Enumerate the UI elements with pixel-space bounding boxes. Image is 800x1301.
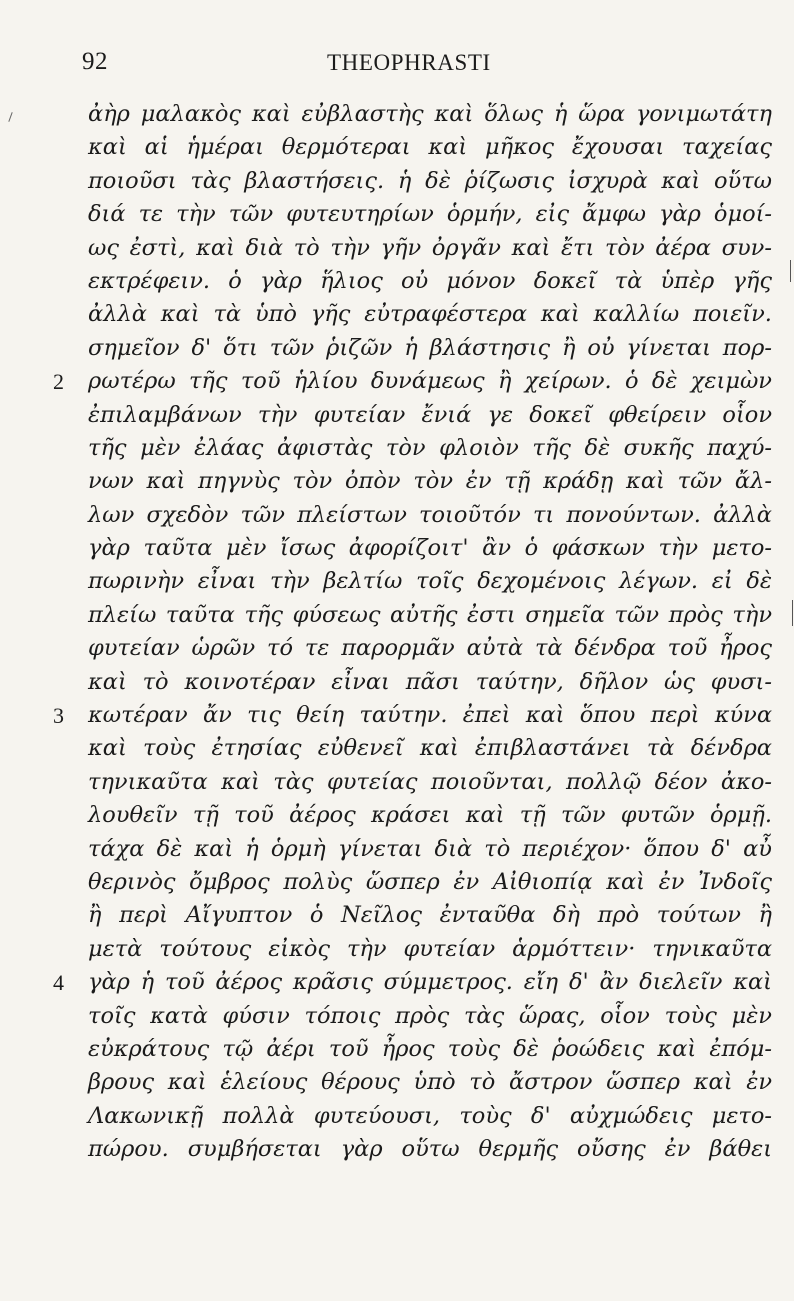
line-text: γὰρ ἡ τοῦ ἀέρος κρᾶσις σύμμετρος. εἴη δ' ἂν διελεῖν καὶ (88, 969, 773, 996)
text-line (88, 465, 788, 498)
text-line (88, 666, 788, 699)
line-text: λων σχεδὸν τῶν πλείστων τοιοῦτόν τι πονούντων. ἀλλὰ (88, 501, 773, 528)
text-line (88, 131, 788, 164)
line-text: πωρινὴν εἶναι τὴν βελτίω τοῖς δεχομένοις λέγων. εἰ δὲ (88, 568, 772, 595)
text-line (88, 933, 788, 966)
margin-mark (792, 600, 793, 626)
line-text: φυτείαν ὡρῶν τό τε παρορμᾶν αὐτὰ τὰ δένδρα τοῦ ἦρος (88, 635, 773, 662)
text-line (88, 899, 788, 932)
line-text: καὶ τοὺς ἐτησίας εὐθενεῖ καὶ ἐπιβλαστάνει τὰ δένδρα (88, 735, 772, 762)
line-text: ως ἐστὶ, καὶ διὰ τὸ τὴν γῆν ὀργᾶν καὶ ἔτι τὸν ἀέρα συν- (88, 234, 772, 261)
page-number: 92 (82, 48, 108, 75)
line-text: ἐπιλαμβάνων τὴν φυτείαν ἔνιά γε δοκεῖ φθείρειν οἷον (88, 401, 773, 428)
body-text (53, 98, 788, 1167)
line-text: ἀὴρ μαλακὸς καὶ εὐβλαστὴς καὶ ὅλως ἡ ὥρα γονιμωτάτη (88, 101, 772, 127)
page-header (82, 48, 782, 88)
text-line (88, 1000, 788, 1033)
line-text: ἢ περὶ Αἴγυπτον ὁ Νεῖλος ἐνταῦθα δὴ πρὸ τούτων ἢ (88, 902, 773, 929)
text-line (88, 766, 788, 799)
text-line (88, 732, 788, 765)
line-text: βρους καὶ ἑλείους θέρους ὑπὸ τὸ ἄστρον ὥσπερ καὶ ἐν (88, 1069, 773, 1096)
line-text: Λακωνικῇ πολλὰ φυτεύουσι, τοὺς δ' αὐχμώδεις μετο- (88, 1102, 773, 1129)
text-line (88, 98, 788, 131)
text-line (53, 365, 788, 398)
line-text: κωτέραν ἄν τις θείη ταύτην. ἐπεὶ καὶ ὅπου περὶ κύνα (88, 702, 773, 729)
line-text: διά τε τὴν τῶν φυτευτηρίων ὁρμήν, εἰς ἄμφω γὰρ ὁμοί- (88, 201, 773, 228)
text-line (88, 1133, 788, 1166)
line-text: σημεῖον δ' ὅτι τῶν ῥιζῶν ἡ βλάστησις ἢ οὐ γίνεται πορ- (88, 334, 772, 361)
line-text: τῆς μὲν ἐλάας ἀφιστὰς τὸν φλοιὸν τῆς δὲ συκῆς παχύ- (88, 434, 773, 461)
line-text: τοῖς κατὰ φύσιν τόποις πρὸς τὰς ὥρας, οἷον τοὺς μὲν (88, 1002, 772, 1029)
text-line (88, 265, 788, 298)
line-text: εὐκράτους τῷ ἀέρι τοῦ ἦρος τοὺς δὲ ῥοώδεις καὶ ἐπόμ- (88, 1035, 773, 1062)
line-text: γὰρ ταῦτα μὲν ἴσως ἀφορίζοιτ' ἂν ὁ φάσκων τὴν μετο- (88, 535, 772, 562)
text-line (88, 532, 788, 565)
text-line (88, 866, 788, 899)
text-line (88, 599, 788, 632)
margin-mark (8, 112, 12, 122)
line-text: μετὰ τούτους εἰκὸς τὴν φυτείαν ἁρμόττειν· τηνικαῦτα (88, 935, 773, 962)
text-line (88, 198, 788, 231)
margin-mark (790, 260, 791, 282)
line-text: καὶ τὸ κοινοτέραν εἶναι πᾶσι ταύτην, δῆλον ὡς φυσι- (88, 668, 772, 695)
line-text: πώρου. συμβήσεται γὰρ οὕτω θερμῆς οὔσης ἐν βάθει (88, 1136, 773, 1163)
line-text: ρωτέρω τῆς τοῦ ἡλίου δυνάμεως ἢ χείρων. ὁ δὲ χειμὼν (88, 368, 772, 395)
line-text: ποιοῦσι τὰς βλαστήσεις. ἡ δὲ ῥίζωσις ἰσχυρὰ καὶ οὕτω (88, 167, 772, 194)
text-line (88, 332, 788, 365)
text-line (88, 1033, 788, 1066)
line-text: τηνικαῦτα καὶ τὰς φυτείας ποιοῦνται, πολλῷ δέον ἀκο- (88, 768, 772, 795)
text-line (88, 499, 788, 532)
line-text: λουθεῖν τῇ τοῦ ἀέρος κράσει καὶ τῇ τῶν φυτῶν ὁρμῇ. (88, 802, 773, 829)
text-line (88, 565, 788, 598)
text-line (88, 799, 788, 832)
line-text: ἀλλὰ καὶ τὰ ὑπὸ γῆς εὐτραφέστερα καὶ καλλίω ποιεῖν. (88, 301, 772, 328)
line-text: νων καὶ πηγνὺς τὸν ὀπὸν τὸν ἐν τῇ κράδῃ καὶ τῶν ἄλ- (88, 468, 772, 495)
page-edge (794, 0, 800, 1301)
section-number: 2 (53, 369, 64, 395)
text-line (88, 432, 788, 465)
text-line (88, 1066, 788, 1099)
section-number: 3 (53, 703, 64, 729)
line-text: εκτρέφειν. ὁ γὰρ ἥλιος οὐ μόνον δοκεῖ τὰ ὑπὲρ γῆς (88, 267, 772, 294)
text-line (88, 165, 788, 198)
text-line (88, 298, 788, 331)
text-line (88, 833, 788, 866)
line-text: τάχα δὲ καὶ ἡ ὁρμὴ γίνεται διὰ τὸ περιέχον· ὅπου δ' αὖ (88, 835, 772, 862)
line-text: πλείω ταῦτα τῆς φύσεως αὐτῆς ἐστι σημεῖα τῶν πρὸς τὴν (88, 601, 773, 628)
text-line (53, 966, 788, 999)
text-line (88, 632, 788, 665)
section-number: 4 (53, 970, 64, 996)
running-head: THEOPHRASTI (327, 50, 491, 75)
text-line (88, 232, 788, 265)
text-line (88, 399, 788, 432)
line-text: καὶ αἱ ἡμέραι θερμότεραι καὶ μῆκος ἔχουσαι ταχείας (88, 134, 773, 161)
text-line (53, 699, 788, 732)
text-line (88, 1100, 788, 1133)
line-text: θερινὸς ὄμβρος πολὺς ὥσπερ ἐν Αἰθιοπίᾳ καὶ ἐν Ἰνδοῖς (88, 868, 772, 895)
